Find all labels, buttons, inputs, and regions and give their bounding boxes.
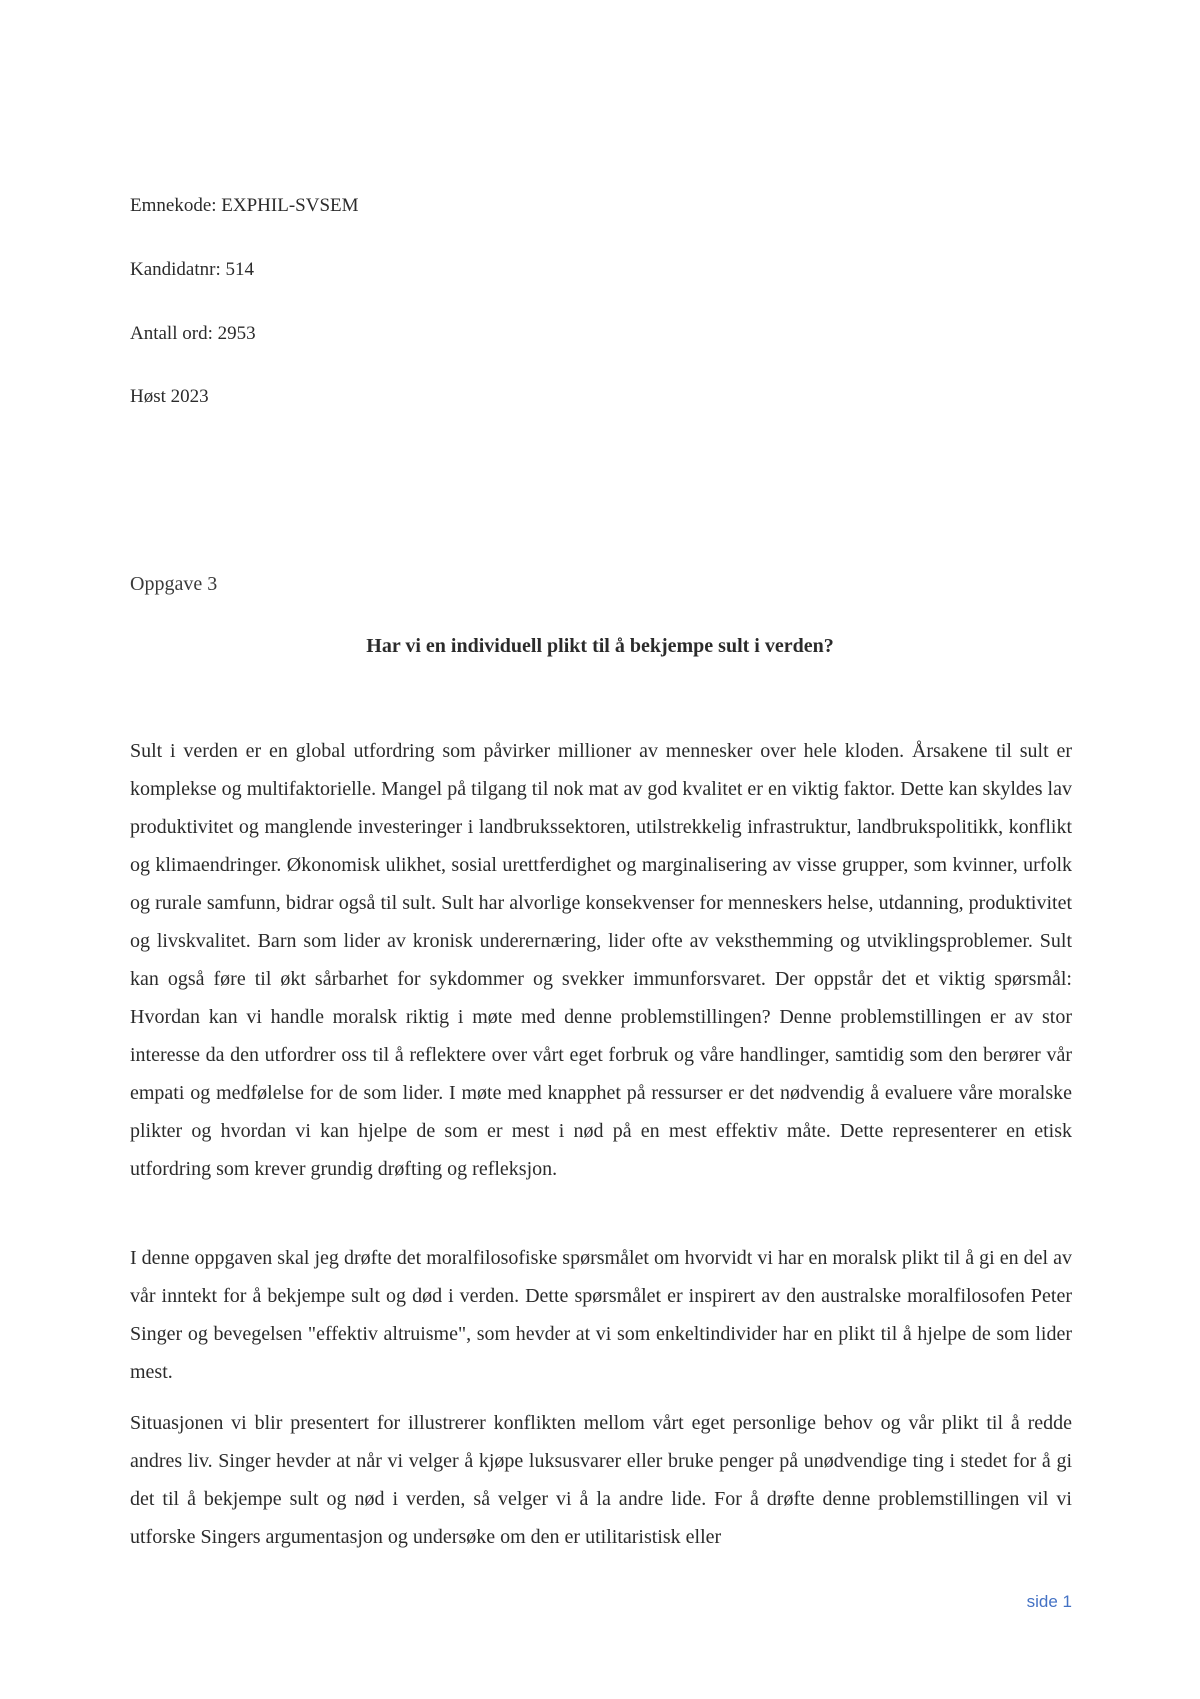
- paragraph: I denne oppgaven skal jeg drøfte det moralfilosofiske spørsmålet om hvorvidt vi har en moralsk plikt til å gi en del av vår inntekt for å bekjempe sult og død i verden. Dette spørsmålet er inspirert av den australske moralfilosofen Peter Singer og bevegelsen "effektiv altruisme", som hevder at vi som enkeltindivider har en plikt til å hjelpe de som lider mest.: [130, 1247, 1072, 1383]
- candidate-number: Kandidatnr: 514: [130, 259, 255, 280]
- paragraph: Sult i verden er en global utfordring som påvirker millioner av mennesker over hele kloden. Årsakene til sult er komplekse og multifaktorielle. Mangel på tilgang til nok mat av god kvalitet er en viktig faktor. Dette kan skyldes lav produktivitet og manglende investeringer i landbrukssektoren, utilstrekkelig infrastruktur, landbrukspolitikk, konflikt og klimaendringer. Økonomisk ulikhet, sosial urettferdighet og marginalisering av visse grupper, som kvinner, urfolk og rurale samfunn, bidrar også til sult. Sult har alvorlige konsekvenser for menneskers helse, utdanning, produktivitet og livskvalitet. Barn som lider av kronisk underernæring, lider ofte av veksthemming og utviklingsproblemer. Sult kan også føre til økt sårbarhet for sykdommer og svekker immunforsvaret. Der oppstår det et viktig spørsmål: Hvordan kan vi handle moralsk riktig i møte med denne problemstillingen? Denne problemstillingen er av stor interesse da den utfordrer oss til å reflektere over vårt eget forbruk og våre handlinger, samtidig som den berører vår empati og medfølelse for de som lider. I møte med knapphet på ressurser er det nødvendig å evaluere våre moralske plikter og hvordan vi kan hjelpe de som er mest i nød på en mest effektiv måte. Dette representerer en etisk utfordring som krever grundig drøfting og refleksjon.: [130, 740, 1072, 1180]
- page-number: side 1: [1026, 1592, 1072, 1611]
- paragraph: Situasjonen vi blir presentert for illustrerer konflikten mellom vårt eget personlige behov og vår plikt til å redde andres liv. Singer hevder at når vi velger å kjøpe luksusvarer eller bruke penger på unødvendige ting i stedet for å gi det til å bekjempe sult og nød i verden, så velger vi å la andre lide. For å drøfte denne problemstillingen vil vi utforske Singers argumentasjon og undersøke om den er utilitaristisk eller: [130, 1412, 1072, 1548]
- semester: Høst 2023: [130, 386, 209, 407]
- task-label: Oppgave 3: [130, 573, 218, 595]
- course-code: Emnekode: EXPHIL-SVSEM: [130, 195, 359, 216]
- word-count: Antall ord: 2953: [130, 323, 256, 344]
- document-title: Har vi en individuell plikt til å bekjempe sult i verden?: [366, 635, 834, 657]
